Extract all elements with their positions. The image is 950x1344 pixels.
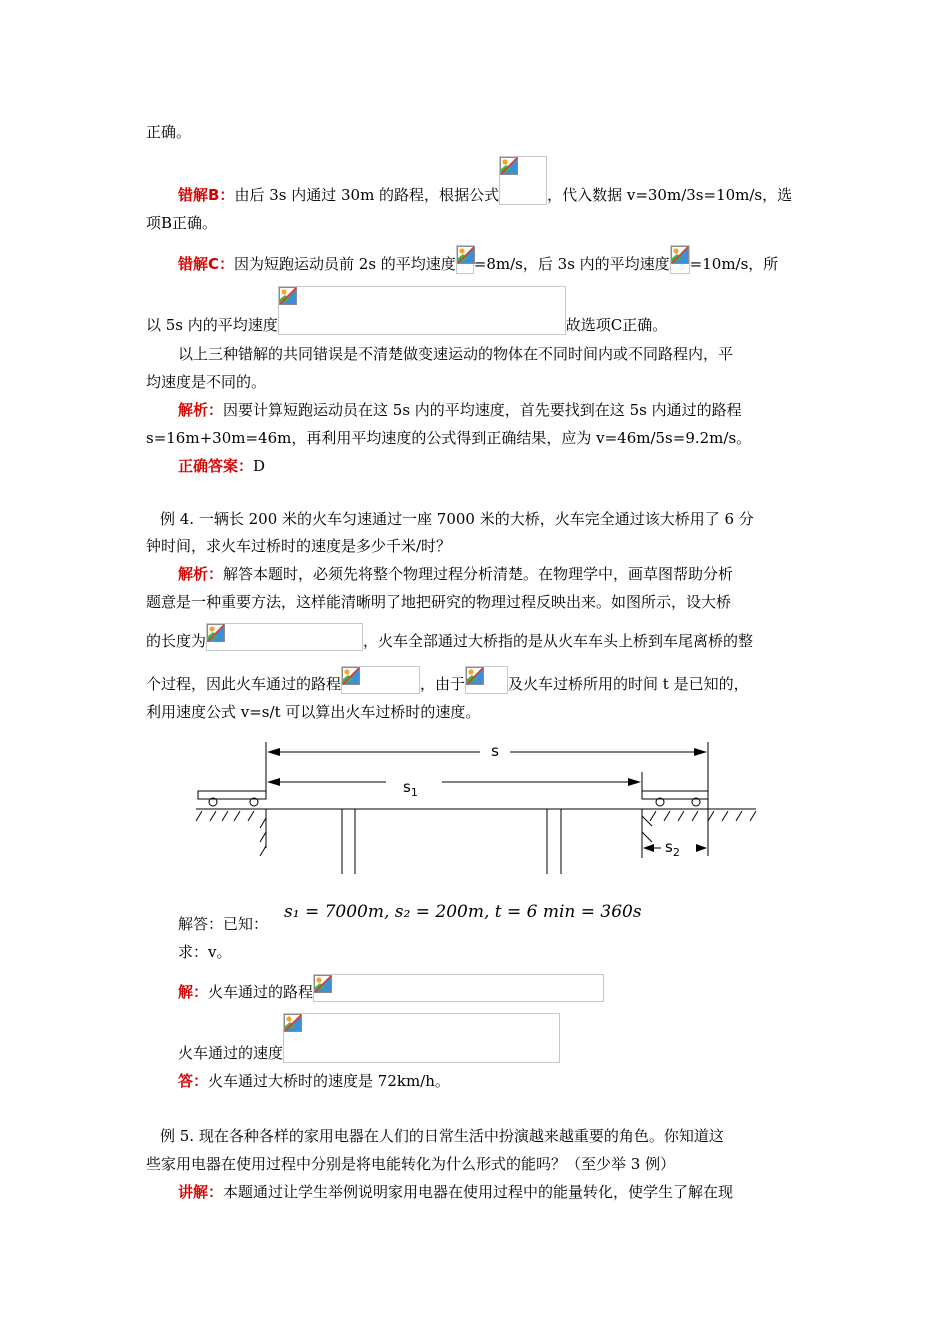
wrong-solution-c (178, 254, 778, 274)
formula-image (283, 1013, 560, 1063)
broken-image-icon (314, 975, 332, 993)
text: =10m/s，所 (689, 255, 779, 273)
text: 故选项C正确。 (565, 316, 668, 334)
label-s: s (491, 742, 499, 760)
example-5: 例 5. 现在各种各样的家用电器在人们的日常生活中扮演越来越重要的角色。你知道这 (160, 1127, 724, 1145)
analysis (178, 400, 742, 420)
text: 由后 3s 内通过 30m 的路程，根据公式 (234, 186, 500, 204)
paragraph-line: 利用速度公式 v=s/t 可以算出火车过桥时的速度。 (146, 703, 481, 721)
solution-distance (178, 982, 604, 1002)
paragraph-line (146, 631, 753, 651)
given-label: 解答：已知： (178, 915, 269, 933)
paragraph-line: 均速度是不同的。 (146, 373, 267, 391)
paragraph-line: 些家用电器在使用过程中分别是将电能转化为什么形式的能吗？（至少举 3 例） (146, 1155, 676, 1173)
paragraph-line (146, 674, 749, 694)
paragraph-line (146, 315, 667, 335)
ex5-explanation (178, 1182, 733, 1202)
broken-image-icon (466, 667, 484, 685)
text: ，火车全部通过大桥指的是从火车车头上桥到车尾离桥的整 (363, 632, 754, 650)
text: 及火车过桥所用的时间 t 是已知的， (508, 675, 749, 693)
ex4-analysis (178, 564, 733, 584)
broken-image-icon (500, 157, 518, 175)
wrong-solution-b (178, 185, 792, 205)
text: 火车通过的速度 (178, 1044, 284, 1062)
example-4: 例 4. 一辆长 200 米的火车匀速通过一座 7000 米的大桥，火车完全通过该大桥用了 6 分 (160, 510, 754, 528)
wrong-c-label: 错解C： (178, 255, 235, 273)
solution-label: 解： (178, 983, 209, 1001)
formula-image (341, 666, 420, 694)
label-s1: $s_1$ (403, 778, 418, 799)
text: 火车通过大桥时的速度是 72km/h。 (208, 1072, 450, 1090)
text: =8m/s，后 3s 内的平均速度 (473, 255, 670, 273)
formula-image (313, 974, 604, 1002)
analysis-label: 解析： (178, 401, 224, 419)
text: 以 5s 内的平均速度 (146, 316, 278, 334)
text: 因为短跑运动员前 2s 的平均速度 (234, 255, 456, 273)
broken-image-icon (671, 246, 689, 264)
paragraph-line: 题意是一种重要方法，这样能清晰明了地把研究的物理过程反映出来。如图所示，设大桥 (146, 593, 732, 611)
formula-image (278, 286, 566, 335)
text: 火车通过的路程 (208, 983, 314, 1001)
broken-image-icon (207, 624, 225, 642)
label-s2: $s_2$ (665, 838, 680, 859)
text: 的长度为 (146, 632, 207, 650)
answer-label: 答： (178, 1072, 209, 1090)
paragraph-line: s=16m+30m=46m，再利用平均速度的公式得到正确结果，应为 v=46m/5s=9.2m/s。 (146, 429, 752, 447)
paragraph-line: 钟时间，求火车过桥时的速度是多少千米/时？ (146, 537, 452, 555)
wrong-b-label: 错解B： (178, 186, 235, 204)
formula-image (206, 623, 363, 651)
paragraph-line: 正确。 (146, 123, 192, 141)
broken-image-icon (342, 667, 360, 685)
broken-image-icon (279, 287, 297, 305)
text: 个过程，因此火车通过的路程 (146, 675, 342, 693)
text: 本题通过让学生举例说明家用电器在使用过程中的能量转化，使学生了解在现 (223, 1183, 734, 1201)
formula-image (670, 245, 690, 274)
explanation-label: 讲解： (178, 1183, 224, 1201)
given-formula: s₁ = 7000m, s₂ = 200m, t = 6 min = 360s (284, 902, 642, 922)
text: ，由于 (420, 675, 466, 693)
bridge-diagram (190, 738, 762, 878)
broken-image-icon (457, 246, 475, 264)
solution-speed (178, 1043, 560, 1063)
analysis-label: 解析： (178, 565, 224, 583)
paragraph-line: 项B正确。 (146, 214, 218, 232)
text: 因要计算短跑运动员在这 5s 内的平均速度，首先要找到在这 5s 内通过的路程 (223, 401, 742, 419)
correct-answer (178, 456, 265, 476)
formula-image (499, 156, 547, 205)
correct-answer-value: D (253, 457, 266, 475)
paragraph-line: 以上三种错解的共同错误是不清楚做变速运动的物体在不同时间内或不同路程内，平 (178, 345, 734, 363)
answer (178, 1071, 450, 1091)
text: ，代入数据 v=30m/3s=10m/s，选 (547, 186, 793, 204)
find-line: 求：v。 (178, 943, 232, 961)
formula-image (456, 245, 474, 274)
text: 解答本题时，必须先将整个物理过程分析清楚。在物理学中，画草图帮助分析 (223, 565, 734, 583)
correct-answer-label: 正确答案： (178, 457, 254, 475)
broken-image-icon (284, 1014, 302, 1032)
formula-image (465, 666, 508, 694)
